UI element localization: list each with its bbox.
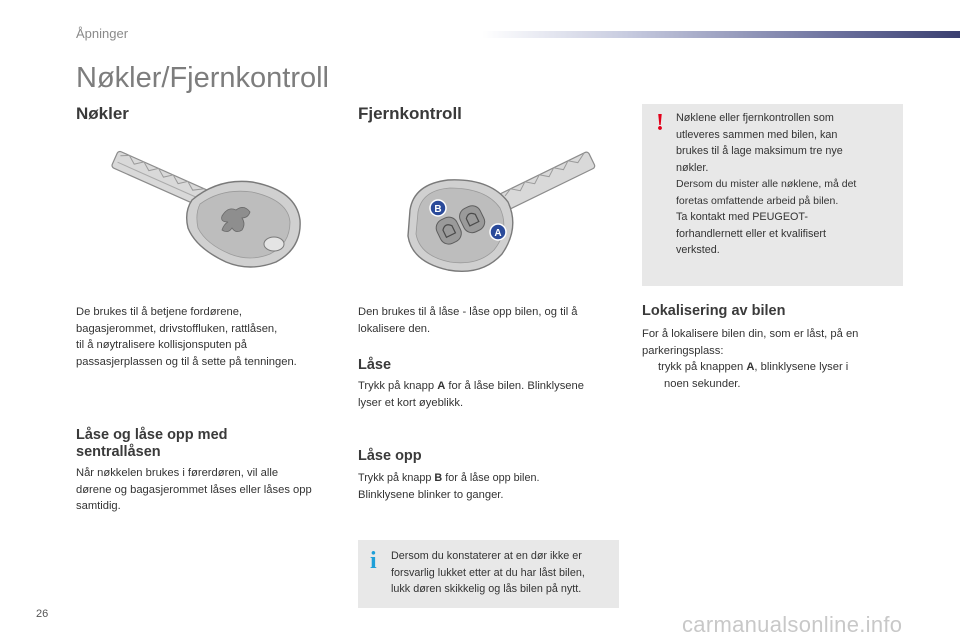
lock-description: Trykk på knapp A for å låse bilen. Blinklysene lyser et kort øyeblikk. <box>358 380 584 409</box>
locate-bullet: trykk på knappen A, blinklysene lyser i <box>658 361 849 373</box>
page-title: Nøkler/Fjernkontroll <box>76 62 329 94</box>
keys-heading: Nøkler <box>76 104 129 123</box>
button-b-label: B <box>434 204 442 215</box>
warning-icon: ! <box>656 110 664 136</box>
locate-heading: Lokalisering av bilen <box>642 303 786 319</box>
remote-heading: Fjernkontroll <box>358 104 462 123</box>
key-illustration <box>100 150 310 270</box>
lock-heading: Låse <box>358 357 392 373</box>
info-icon: i <box>370 548 377 574</box>
page-number: 26 <box>36 608 49 620</box>
info-box <box>358 540 619 608</box>
central-locking-description: Når nøkkelen brukes i førerdøren, vil alle dørene og bagasjerommet låses eller låses opp samtidig. <box>76 467 312 512</box>
unlock-description: Trykk på knapp B for å låse opp bilen. Blinklysene blinker to ganger. <box>358 472 540 501</box>
unlock-heading: Låse opp <box>358 448 422 464</box>
header-gradient-bar <box>482 31 960 38</box>
warning-text: Nøklene eller fjernkontrollen som utleveres sammen med bilen, kan brukes til å lage maksimum tre nye nøkler. Dersom du mister alle nøklene, må det foretas omfattende arbeid på bilen. Ta kontakt med PEUGEOT- forhandlernett eller et kvalifisert verksted. <box>676 112 857 256</box>
button-a-label: A <box>494 228 502 239</box>
watermark: carmanualsonline.info <box>682 612 903 637</box>
locate-description: For å lokalisere bilen din, som er låst, på en parkeringsplass: trykk på knappen A, blinklysene lyser i noen sekunder. <box>642 326 912 392</box>
section-header: Åpninger <box>76 26 129 41</box>
keys-description: De brukes til å betjene fordørene, bagasjerommet, drivstoffluken, rattlåsen, til å nøytralisere kollisjonsputen på passasjerplassen og til å sette på tenningen. <box>76 306 297 368</box>
remote-key-illustration <box>390 150 600 280</box>
central-locking-heading: Låse og låse opp med sentrallåsen <box>76 427 228 460</box>
warning-box <box>642 104 903 286</box>
info-text: Dersom du konstaterer at en dør ikke er forsvarlig lukket etter at du har låst bilen, lukk døren skikkelig og lås bilen på nytt. <box>391 550 585 595</box>
remote-description: Den brukes til å låse - låse opp bilen, og til å lokalisere den. <box>358 306 578 335</box>
